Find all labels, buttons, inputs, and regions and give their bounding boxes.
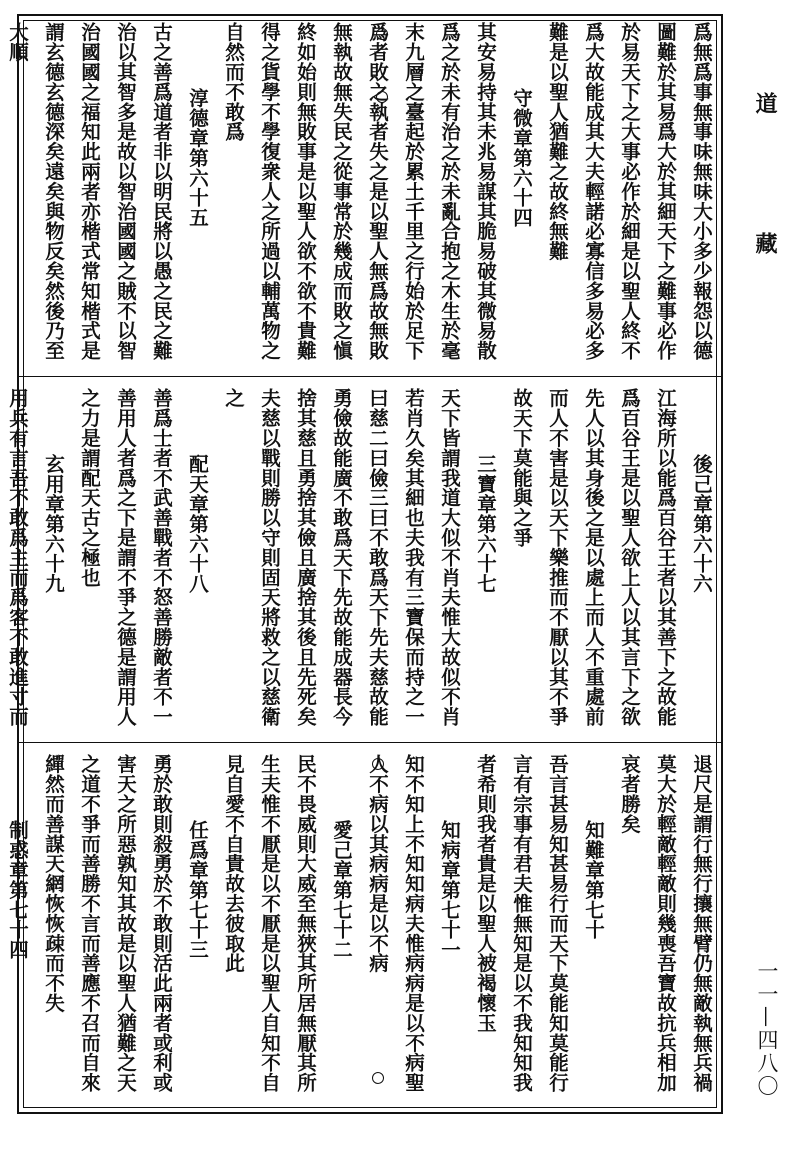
- text-column: 繟然而善謀天網恢恢疎而不失: [42, 754, 65, 1013]
- text-column: 之道不爭而善勝不言而善應不召而自來: [78, 754, 101, 1093]
- text-column: 謂玄德玄德深矣遠矣與物反矣然後乃至: [42, 22, 65, 361]
- text-column: 末九層之臺起於累土千里之行始於足下: [402, 22, 425, 361]
- text-column: 爲無爲事無事味無味大小多少報怨以德: [690, 22, 713, 361]
- text-column: 故天下莫能與之爭: [510, 388, 533, 548]
- text-column: 捨其慈且勇捨其儉且廣捨其後且先死矣: [294, 388, 317, 727]
- punctuation-circle: [376, 28, 388, 40]
- text-column: 得之貨學不學復衆人之所過以輔萬物之: [258, 22, 281, 361]
- chapter-heading: 知病章第七十一: [438, 820, 461, 960]
- text-column: 爲之於未有治之於未亂合抱之木生於毫: [438, 22, 461, 361]
- text-column: 天下皆謂我道大似不肖夫惟大故似不肖: [438, 388, 461, 727]
- text-column: 若肖久矣其細也夫我有三寶保而持之一: [402, 388, 425, 727]
- text-column: 治國國之福知此兩者亦楷式常知楷式是: [78, 22, 101, 361]
- text-column: 之: [222, 388, 245, 408]
- text-column: 於易天下之大事必作於細是以聖人終不: [618, 22, 641, 361]
- text-panel-top: [6, 22, 714, 372]
- text-column: 見自愛不自貴故去彼取此: [222, 754, 245, 973]
- chapter-heading: 淳德章第六十五: [186, 88, 209, 228]
- text-column: 勇於敢則殺勇於不敢則活此兩者或利或: [150, 754, 173, 1093]
- text-column: 害天之所惡孰知其故是以聖人猶難之天: [114, 754, 137, 1093]
- chapter-heading: 制惑章第七十四: [6, 820, 29, 960]
- chapter-heading: 配天章第六十八: [186, 454, 209, 594]
- text-column: 治以其智多是故以智治國國之賊不以智: [114, 22, 137, 361]
- chapter-heading: 愛己章第七十二: [330, 820, 353, 960]
- text-column: 生夫惟不厭是以不厭是以聖人自知不自: [258, 754, 281, 1093]
- right-margin: [732, 0, 792, 1152]
- text-column: 圖難於其易爲大於其細天下之難事必作: [654, 22, 677, 361]
- punctuation-circle: [372, 758, 384, 770]
- text-column: 自然而不敢爲: [222, 22, 245, 142]
- text-column: 人不病以其病病是以不病: [366, 754, 389, 973]
- text-column: 善爲士者不武善戰者不怒善勝敵者不一: [150, 388, 173, 727]
- text-column: 勇儉故能廣不敢爲天下先故能成器長今: [330, 388, 353, 727]
- text-column: 而人不害是以天下樂推而不厭以其不爭: [546, 388, 569, 727]
- panel-divider-1: [17, 376, 723, 377]
- text-column: 之力是謂配天古之極也: [78, 388, 101, 587]
- text-column: 莫大於輕敵輕敵則幾喪吾寶故抗兵相加: [654, 754, 677, 1093]
- text-column: 無執故無失民之從事常於幾成而敗之愼: [330, 22, 353, 361]
- text-column: 退尺是謂行無行攘無臂仍無敵執無兵禍: [690, 754, 713, 1093]
- text-column: 者希則我者貴是以聖人被褐懷玉: [474, 754, 497, 1033]
- text-panel-middle: [6, 388, 714, 738]
- text-column: 古之善爲道者非以明民將以愚之民之難: [150, 22, 173, 361]
- punctuation-circle: [372, 1072, 384, 1084]
- text-column: 民不畏威則大威至無狹其所居無厭其所: [294, 754, 317, 1093]
- text-column: 吾言甚易知甚易行而天下莫能知莫能行: [546, 754, 569, 1093]
- text-column: 江海所以能爲百谷王者以其善下之故能: [654, 388, 677, 727]
- text-column: 善用人者爲之下是謂不爭之德是謂用人: [114, 388, 137, 727]
- chapter-heading: 任爲章第七十三: [186, 820, 209, 960]
- text-column: 其安易持其未兆易謀其脆易破其微易散: [474, 22, 497, 361]
- text-column: 大順: [6, 22, 29, 62]
- text-column: 用兵有言吾不敢爲主而爲客不敢進寸而: [6, 388, 29, 727]
- chapter-heading: 守微章第六十四: [510, 88, 533, 228]
- chapter-heading: 知難章第七十: [582, 820, 605, 940]
- text-column: 言有宗事有君夫惟無知是以不我知知我: [510, 754, 533, 1093]
- chapter-heading: 三寶章第六十七: [474, 454, 497, 594]
- panel-divider-2: [17, 742, 723, 743]
- text-column: 先人以其身後之是以處上而人不重處前: [582, 388, 605, 727]
- chapter-heading: 後己章第六十六: [690, 454, 713, 594]
- text-column: 終如始則無敗事是以聖人欲不欲不貴難: [294, 22, 317, 361]
- text-column: 曰慈二曰儉三曰不敢爲天下先夫慈故能: [366, 388, 389, 727]
- page-number: 一一—四八〇: [755, 960, 779, 1098]
- chapter-heading: 玄用章第六十九: [42, 454, 65, 594]
- text-panel-bottom: [6, 754, 714, 1104]
- collection-title: 道 藏: [752, 92, 778, 302]
- text-column: 哀者勝矣: [618, 754, 641, 834]
- text-column: 爲百谷王是以聖人欲上人以其言下之欲: [618, 388, 641, 727]
- text-column: 夫慈以戰則勝以守則固天將救之以慈衛: [258, 388, 281, 727]
- text-column: 爲者敗之執者失之是以聖人無爲故無敗: [366, 22, 389, 361]
- text-column: 知不知上不知知病夫惟病病是以不病聖: [402, 754, 425, 1093]
- text-column: 難是以聖人猶難之故終無難: [546, 22, 569, 261]
- text-column: 爲大故能成其大夫輕諾必寡信多易必多: [582, 22, 605, 361]
- punctuation-circle: [376, 91, 388, 103]
